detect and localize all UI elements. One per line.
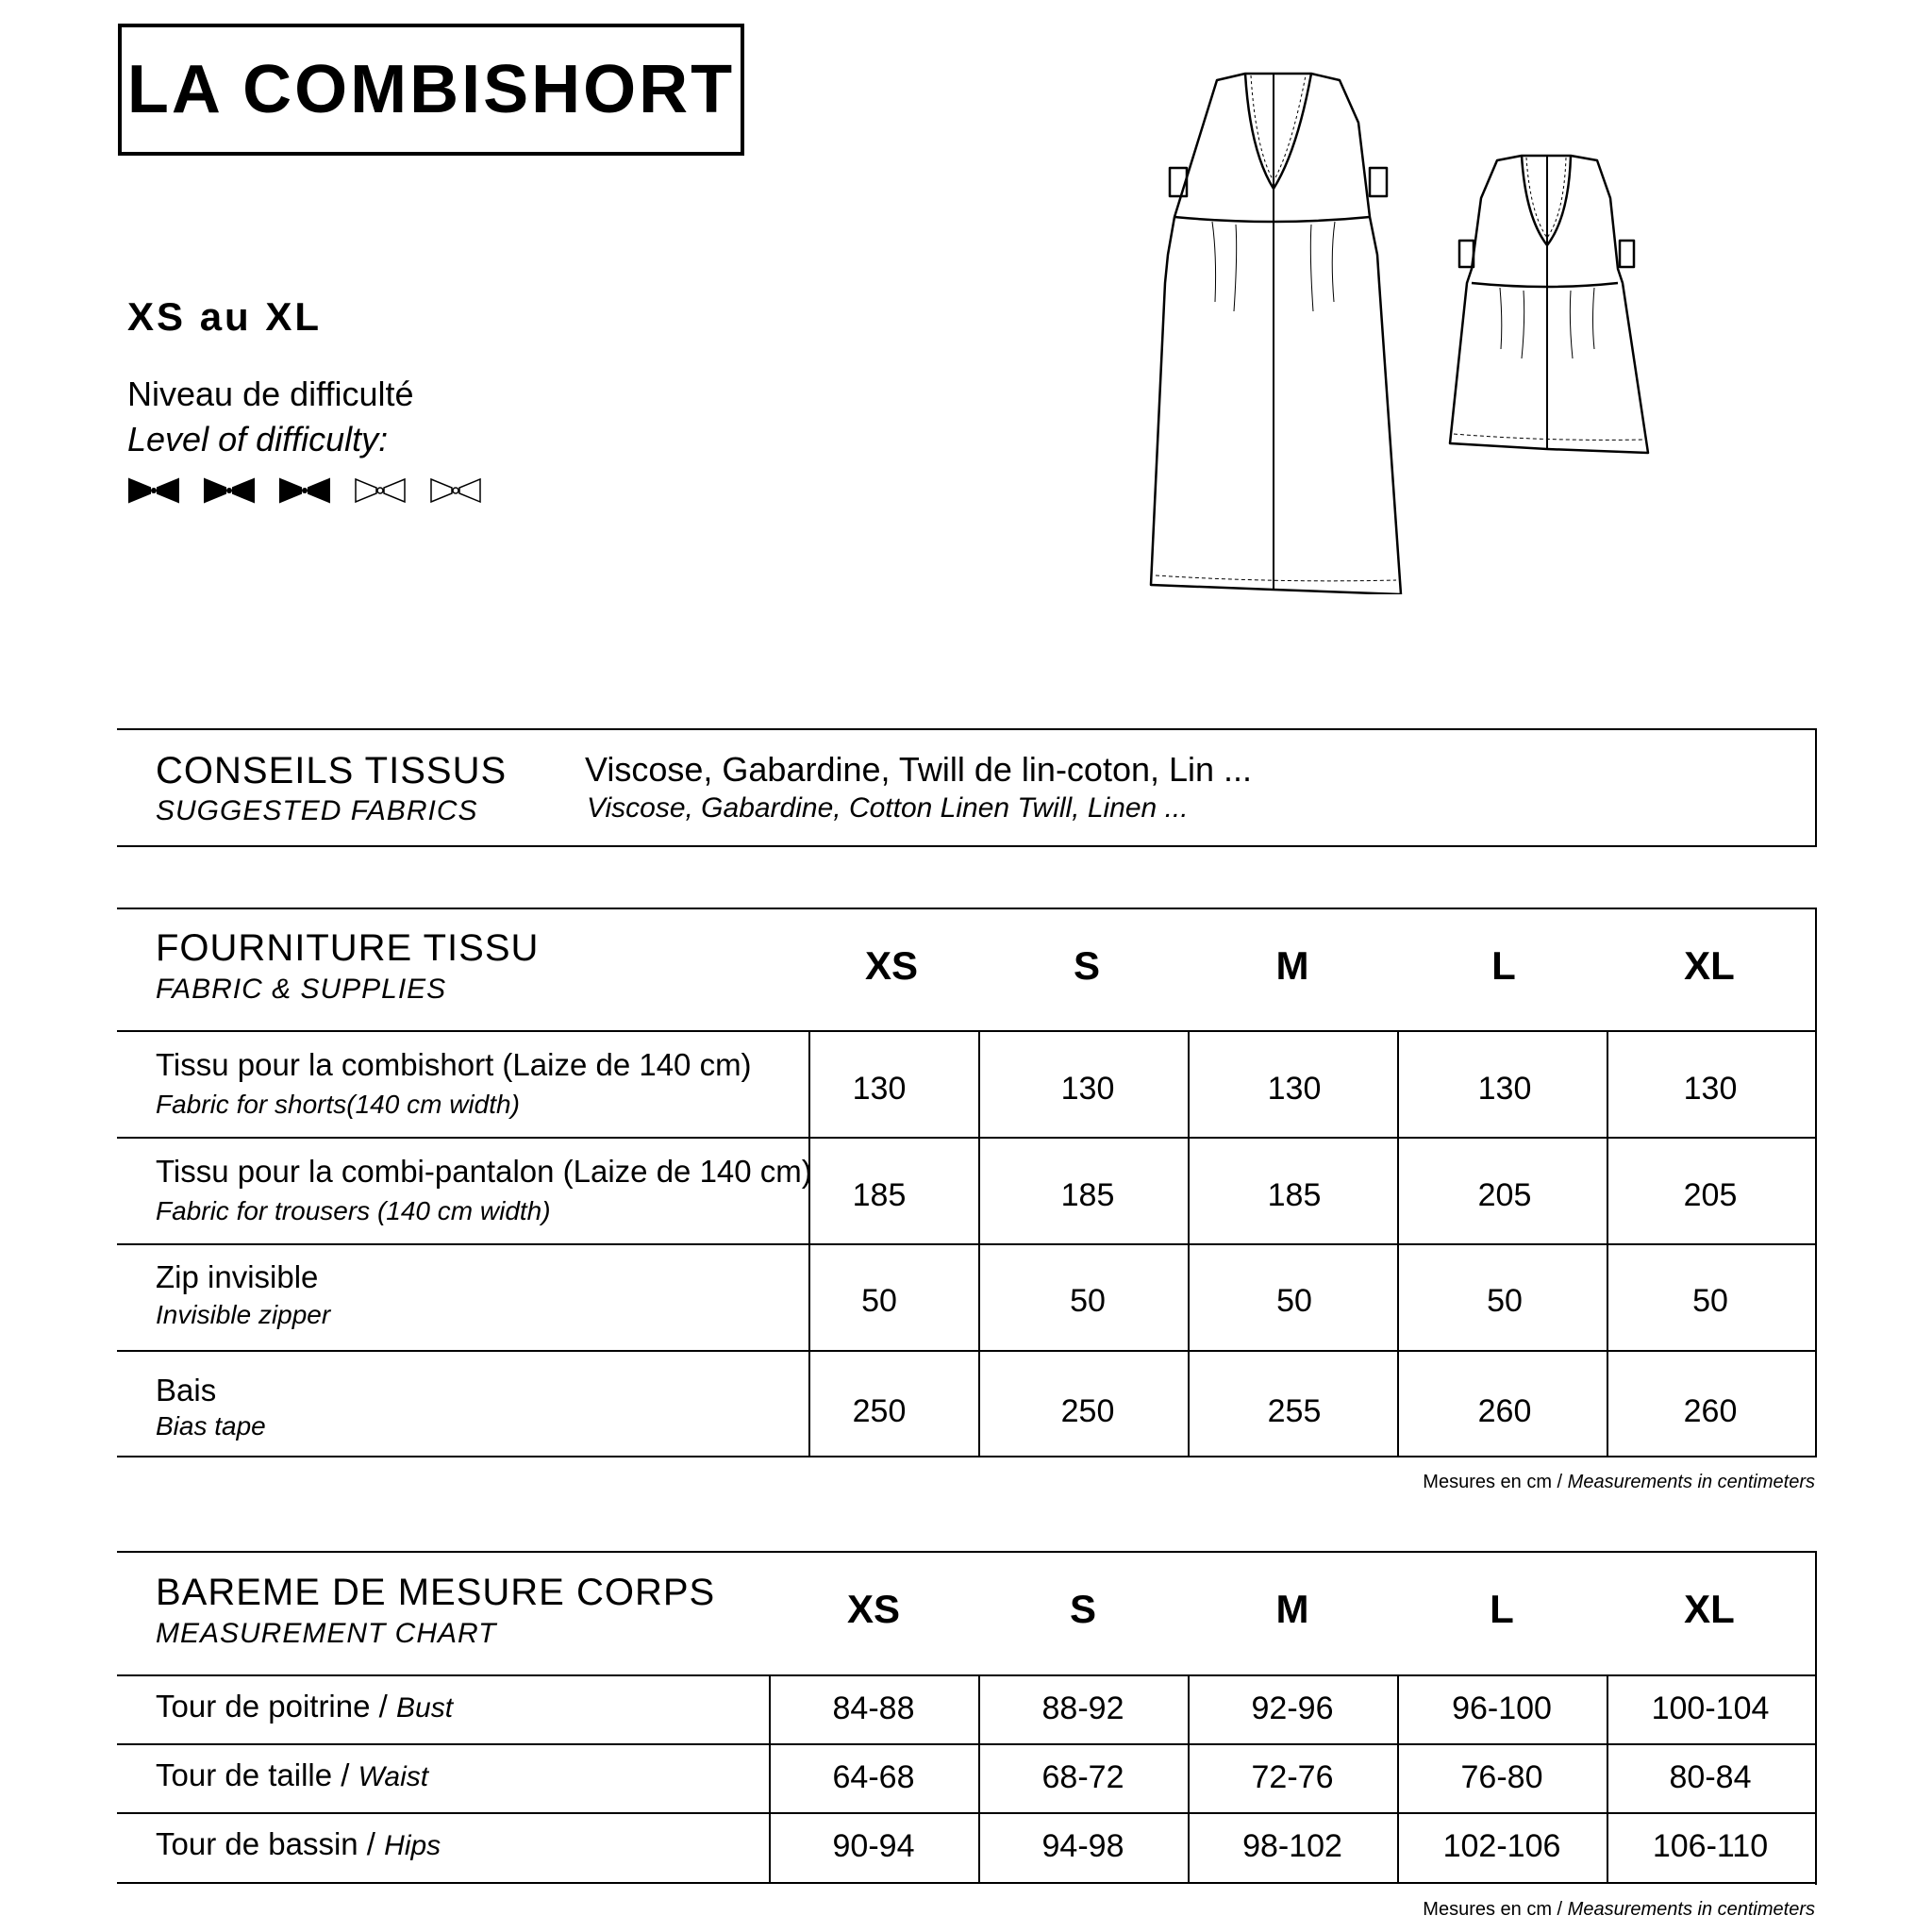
supply-value: 250 xyxy=(852,1393,907,1429)
measure-row-rule xyxy=(117,1812,1817,1814)
supplies-row-rule xyxy=(117,1137,1817,1139)
measure-value: 76-80 xyxy=(1460,1759,1543,1795)
measure-col-rule xyxy=(769,1674,771,1883)
supply-label-en: Invisible zipper xyxy=(156,1300,331,1329)
measure-title: BAREME DE MESURE CORPS xyxy=(156,1572,716,1613)
supplies-size-header: XS xyxy=(864,943,919,988)
supply-value: 185 xyxy=(852,1177,907,1213)
fabrics-title: CONSEILS TISSUS xyxy=(156,750,508,791)
measure-size-header: L xyxy=(1490,1587,1514,1631)
jumpsuit-illustration xyxy=(1132,66,1434,594)
supply-value: 205 xyxy=(1477,1177,1532,1213)
supplies-size-header: L xyxy=(1491,943,1516,988)
size-range: XS au XL xyxy=(127,294,323,339)
measure-value: 106-110 xyxy=(1652,1828,1769,1864)
supply-label-fr: Tissu pour la combishort (Laize de 140 cm) xyxy=(156,1047,752,1082)
measure-value: 80-84 xyxy=(1669,1759,1752,1795)
bow-tie-outline-icon xyxy=(354,476,407,505)
measure-row-rule xyxy=(117,1743,1817,1745)
supply-value: 185 xyxy=(1267,1177,1322,1213)
measure-value: 64-68 xyxy=(832,1759,915,1795)
measure-size-header: S xyxy=(1069,1587,1096,1631)
fabrics-right-rule xyxy=(1815,728,1817,847)
measure-subtitle: MEASUREMENT CHART xyxy=(156,1618,497,1649)
fabrics-list-en: Viscose, Gabardine, Cotton Linen Twill, Linen ... xyxy=(587,792,1189,824)
measure-col-rule xyxy=(1607,1674,1608,1883)
bow-tie-filled-icon xyxy=(127,476,180,505)
supply-value: 130 xyxy=(1683,1071,1738,1107)
title-box xyxy=(118,24,744,156)
supply-label-fr: Zip invisible xyxy=(156,1259,319,1294)
supply-value: 50 xyxy=(1487,1283,1523,1319)
measure-label: Tour de taille / Waist xyxy=(156,1757,429,1792)
measure-size-header: XS xyxy=(846,1587,901,1631)
measure-value: 92-96 xyxy=(1251,1690,1334,1726)
supplies-right-rule xyxy=(1815,908,1817,1457)
bow-tie-filled-icon xyxy=(203,476,256,505)
measure-col-rule xyxy=(978,1674,980,1883)
supply-label-en: Fabric for trousers (140 cm width) xyxy=(156,1196,551,1225)
bow-tie-filled-icon xyxy=(278,476,331,505)
supplies-size-header: S xyxy=(1073,943,1100,988)
supplies-subtitle: FABRIC & SUPPLIES xyxy=(156,974,447,1005)
supplies-col-rule xyxy=(1188,1030,1190,1457)
measure-col-rule xyxy=(1188,1674,1190,1883)
fabrics-top-rule xyxy=(117,728,1817,730)
supplies-col-rule xyxy=(1607,1030,1608,1457)
measure-size-header: XL xyxy=(1684,1587,1735,1631)
supply-value: 50 xyxy=(1276,1283,1312,1319)
supplies-title: FOURNITURE TISSU xyxy=(156,927,540,969)
measure-label: Tour de poitrine / Bust xyxy=(156,1689,454,1724)
measure-value: 72-76 xyxy=(1251,1759,1334,1795)
measure-value: 102-106 xyxy=(1442,1828,1561,1864)
supply-label-fr: Bais xyxy=(156,1373,217,1407)
measure-value: 90-94 xyxy=(832,1828,915,1864)
supply-value: 260 xyxy=(1477,1393,1532,1429)
supply-value: 255 xyxy=(1267,1393,1322,1429)
supplies-header-rule xyxy=(117,1030,1817,1032)
difficulty-label-fr: Niveau de difficulté xyxy=(127,375,414,413)
supplies-col-rule xyxy=(1397,1030,1399,1457)
measure-units-note: Mesures en cm / Measurements in centimeters xyxy=(1423,1899,1815,1920)
supplies-top-rule xyxy=(117,908,1817,909)
measure-header-rule xyxy=(117,1674,1817,1676)
supply-value: 50 xyxy=(861,1283,897,1319)
supply-value: 130 xyxy=(1060,1071,1115,1107)
playsuit-illustration xyxy=(1439,151,1665,462)
bow-tie-outline-icon xyxy=(429,476,482,505)
measure-value: 96-100 xyxy=(1452,1690,1552,1726)
measure-value: 88-92 xyxy=(1041,1690,1124,1726)
supplies-row-rule xyxy=(117,1243,1817,1245)
difficulty-rating xyxy=(127,476,482,505)
measure-bottom-rule xyxy=(117,1882,1817,1884)
supply-value: 185 xyxy=(1060,1177,1115,1213)
supply-value: 130 xyxy=(1267,1071,1322,1107)
measure-col-rule xyxy=(1397,1674,1399,1883)
difficulty-label-en: Level of difficulty: xyxy=(127,420,389,458)
measure-value: 94-98 xyxy=(1041,1828,1124,1864)
supplies-size-header: XL xyxy=(1684,943,1735,988)
supply-value: 250 xyxy=(1060,1393,1115,1429)
supply-value: 260 xyxy=(1683,1393,1738,1429)
supplies-col-rule xyxy=(978,1030,980,1457)
measure-value: 98-102 xyxy=(1242,1828,1342,1864)
fabrics-subtitle: SUGGESTED FABRICS xyxy=(156,795,478,826)
measure-value: 84-88 xyxy=(832,1690,915,1726)
supplies-bottom-rule xyxy=(117,1456,1817,1457)
page-title: LA COMBISHORT xyxy=(126,52,736,127)
supply-value: 205 xyxy=(1683,1177,1738,1213)
measure-right-rule xyxy=(1815,1551,1817,1885)
measure-value: 68-72 xyxy=(1041,1759,1124,1795)
measure-value: 100-104 xyxy=(1651,1690,1770,1726)
supply-value: 50 xyxy=(1692,1283,1728,1319)
supply-value: 130 xyxy=(1477,1071,1532,1107)
supply-label-en: Fabric for shorts(140 cm width) xyxy=(156,1090,520,1119)
measure-label: Tour de bassin / Hips xyxy=(156,1826,441,1861)
supplies-size-header: M xyxy=(1275,943,1309,988)
supplies-units-note: Mesures en cm / Measurements in centimeters xyxy=(1423,1472,1815,1492)
supply-label-en: Bias tape xyxy=(156,1411,266,1441)
supply-value: 130 xyxy=(852,1071,907,1107)
supply-label-fr: Tissu pour la combi-pantalon (Laize de 140 cm) xyxy=(156,1154,812,1189)
measure-top-rule xyxy=(117,1551,1817,1553)
supplies-row-rule xyxy=(117,1350,1817,1352)
fabrics-list-fr: Viscose, Gabardine, Twill de lin-coton, Lin ... xyxy=(585,750,1253,789)
supply-value: 50 xyxy=(1070,1283,1106,1319)
fabrics-bottom-rule xyxy=(117,845,1817,847)
measure-size-header: M xyxy=(1275,1587,1309,1631)
